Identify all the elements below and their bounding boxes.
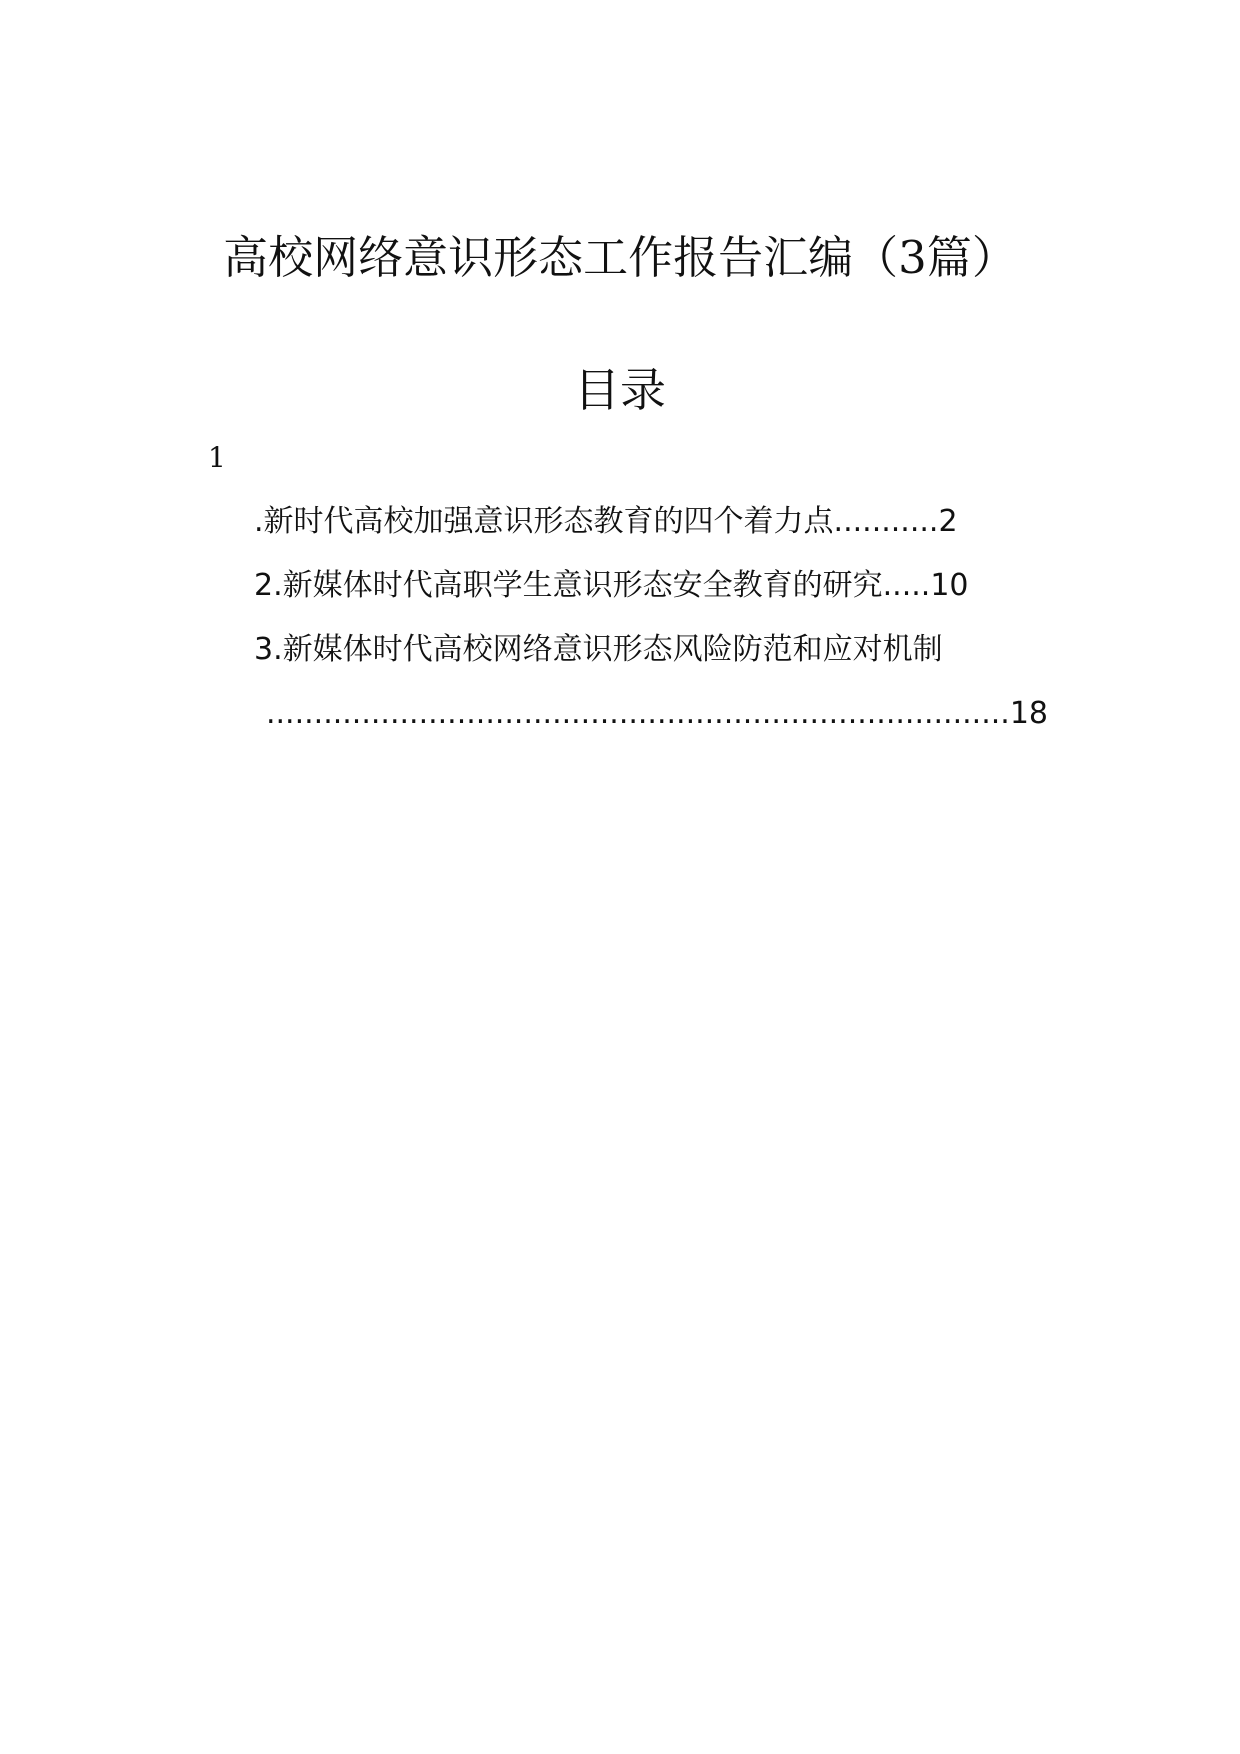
toc-entry-3[interactable] (254, 630, 943, 670)
title-prefix: 高校网络意识形态工作报告汇编（ (223, 231, 899, 284)
toc-page-number: 10 (930, 568, 969, 603)
toc-leader: ..... (882, 568, 931, 603)
toc-entry-text: 3.新媒体时代高校网络意识形态风险防范和应对机制 (254, 632, 943, 667)
stray-page-number: 1 (208, 441, 226, 474)
toc-heading: 目录 (574, 363, 666, 417)
toc-leader: .............................................................................. (265, 696, 1010, 731)
toc-entry-3-continuation[interactable] (266, 694, 1048, 734)
document-title (0, 228, 1240, 288)
toc-page-number: 2 (938, 504, 958, 539)
toc-entry-1[interactable] (254, 502, 958, 542)
toc-page-number: 18 (1009, 696, 1048, 731)
toc-entry-text: 2.新媒体时代高职学生意识形态安全教育的研究 (254, 568, 883, 603)
toc-leader: ........... (833, 504, 939, 539)
title-suffix: 篇） (926, 231, 1017, 284)
title-number: 3 (898, 231, 927, 284)
toc-entry-text: .新时代高校加强意识形态教育的四个着力点 (254, 504, 834, 539)
toc-entry-2[interactable] (254, 566, 969, 606)
